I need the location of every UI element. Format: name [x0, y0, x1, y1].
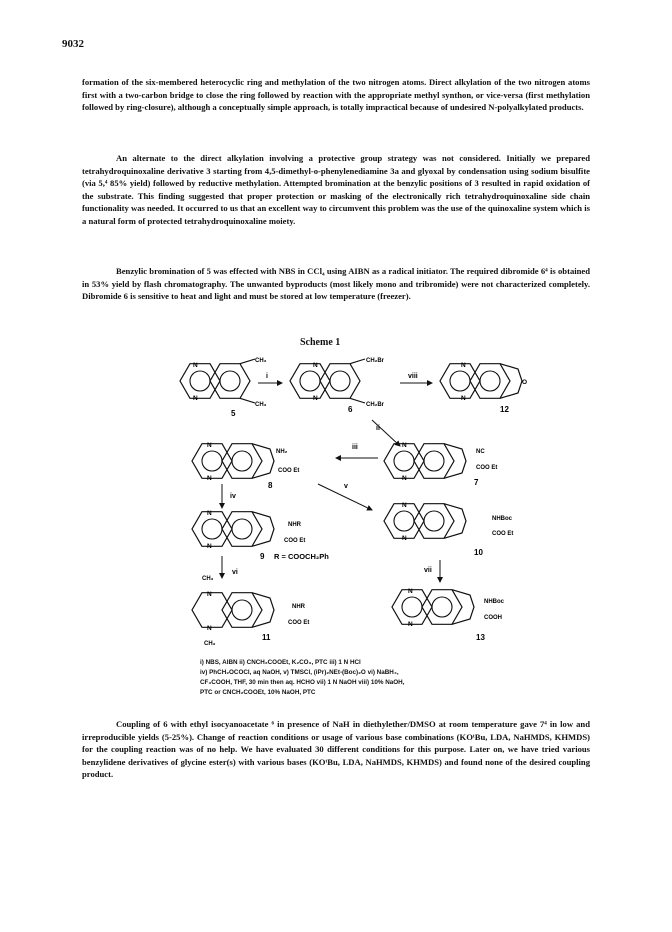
compound-label-8: 8 [268, 481, 273, 490]
ch2br-label: CH₂Br [366, 402, 384, 408]
compound-label-11: 11 [262, 633, 271, 642]
paragraph-2: An alternate to the direct alkylation involving a protective group strategy was not considered. Initially we prepared tetrahydroquinoxaline derivative 3 starting from 4,5-dimethyl-o-phenylenediamine 3a and glyoxal by condensation using sodium bisulfite (via 5,⁴ 85% yield) followed by reductive methylation. Attempted bromination at the benzylic positions of 3 resulted in rapid oxidation of the substrate. This finding suggested that proper protection or masking of the electronically rich tetrahydroquinoxaline side chain functionality was needed. It occurred to us that an excellent way to circumvent this problem was the use of the quinoxaline system which is a natural form of protected tetrahydroquinoxaline moiety. [82, 153, 590, 226]
nhboc-label: NHBoc [492, 516, 513, 522]
n-atom: N [313, 362, 318, 369]
n-atom: N [402, 475, 407, 482]
cooh-label: COOH [484, 615, 502, 621]
n-atom: N [408, 621, 413, 628]
n-atom: N [207, 442, 212, 449]
paragraph-4: Coupling of 6 with ethyl isocyanoacetate ⁶ in presence of NaH in diethylether/DMSO at room temperature gave 7⁴ in low and irreproducible yields (5-25%). Change of reaction conditions or usage of various base combinations (KOᵗBu, LDA, NaHMDS, KHMDS) for the coupling reaction was of no help. We have evaluated 30 different conditions for this purpose. Later on, we have tried various benzylidene derivatives of glycine ester(s) with various bases (KOᵗBu, LDA, NaHMDS, KHMDS) and found none of the desired coupling product. [82, 719, 590, 780]
compound-label-9: 9 [260, 552, 265, 561]
paragraph-3: Benzylic bromination of 5 was effected with NBS in CCl₄ using AIBN as a radical initiator. The required dibromide 6⁴ is obtained in 53% yield by flash chromatography. The unwanted byproducts (most likely mono and tribromide) were not characterized completely. Dibromide 6 is sensitive to heat and light and must be stored at low temperature (freezer). [82, 266, 590, 302]
step-label-iv: iv [230, 493, 236, 500]
cooet-label: COO Et [288, 620, 310, 626]
conditions-line-2: iv) PhCH₂OCOCl, aq NaOH, v) TMSCl, (iPr)₂NEt-(Boc)₂O vi) NaBH₄, [200, 669, 399, 676]
n-atom: N [207, 475, 212, 482]
cooet-label: COO Et [476, 465, 498, 471]
compound-label-7: 7 [474, 478, 479, 487]
step-label-vi: vi [232, 569, 238, 576]
n-atom: N [207, 510, 212, 517]
step-label-ii: ii [376, 425, 380, 432]
nhr-label: NHR [292, 604, 305, 610]
page-number: 9032 [62, 38, 84, 50]
step-label-i: i [266, 373, 268, 380]
scheme-title: Scheme 1 [300, 337, 341, 348]
n-atom: N [402, 535, 407, 542]
nh2-label: NH₂ [276, 449, 288, 455]
ch3-label: CH₃ [204, 641, 216, 647]
conditions-line-1: i) NBS, AIBN ii) CNCH₂COOEt, K₂CO₃, PTC iii) 1 N HCl [200, 659, 361, 666]
n-atom: N [193, 362, 198, 369]
cooet-label: COO Et [284, 538, 306, 544]
n-atom: N [402, 442, 407, 449]
compound-11-structure [192, 593, 274, 628]
compound-6-structure [290, 359, 365, 403]
n-atom: N [207, 543, 212, 550]
compound-label-10: 10 [474, 548, 483, 557]
cooet-label: COO Et [492, 531, 514, 537]
n-atom: N [408, 588, 413, 595]
compound-8-structure [192, 444, 274, 479]
compound-9-structure [192, 512, 274, 547]
n-atom: N [313, 395, 318, 402]
compound-10-structure [384, 504, 466, 539]
paragraph-1: formation of the six-membered heterocyclic ring and methylation of the two nitrogen atoms. Direct alkylation of the two nitrogen atoms first with a two-carbon bridge to close the ring followed by reaction with the appropriate methyl synthon, or vice-versa (first methylation followed by ring-closure), although a conceptually simple approach, is totally impractical because of undesired N-polyalkylated products. [82, 77, 590, 113]
n-atom: N [193, 395, 198, 402]
conditions-line-3: CF₃COOH, THF, 30 min then aq. HCHO vii) 1 N NaOH viii) 10% NaOH, [200, 679, 405, 686]
compound-7-structure [384, 444, 466, 479]
compound-5-structure [180, 359, 255, 403]
arrow-step-ii [372, 420, 400, 446]
n-atom: N [207, 625, 212, 632]
compound-label-5: 5 [231, 409, 236, 418]
step-label-viii: viii [408, 373, 418, 380]
nc-label: NC [476, 449, 485, 455]
o-atom: O [522, 379, 528, 386]
n-atom: N [461, 395, 466, 402]
cooet-label: COO Et [278, 468, 300, 474]
r-definition: R = COOCH₂Ph [274, 552, 329, 561]
ch3-label: CH₃ [255, 402, 267, 408]
compound-12-structure [440, 364, 522, 399]
step-label-iii: iii [352, 444, 358, 451]
nhr-label: NHR [288, 522, 301, 528]
compound-label-12: 12 [500, 405, 509, 414]
ch3-label: CH₃ [202, 576, 214, 582]
compound-13-structure [392, 590, 474, 625]
n-atom: N [402, 502, 407, 509]
step-label-v: v [344, 483, 348, 490]
nhboc-label: NHBoc [484, 599, 505, 605]
n-atom: N [461, 362, 466, 369]
step-label-vii: vii [424, 567, 432, 574]
compound-label-13: 13 [476, 633, 485, 642]
n-atom: N [207, 591, 212, 598]
ch3-label: CH₃ [255, 358, 267, 364]
compound-label-6: 6 [348, 405, 353, 414]
ch2br-label: CH₂Br [366, 358, 384, 364]
conditions-line-4: PTC or CNCH₂COOEt, 10% NaOH, PTC [200, 689, 316, 696]
